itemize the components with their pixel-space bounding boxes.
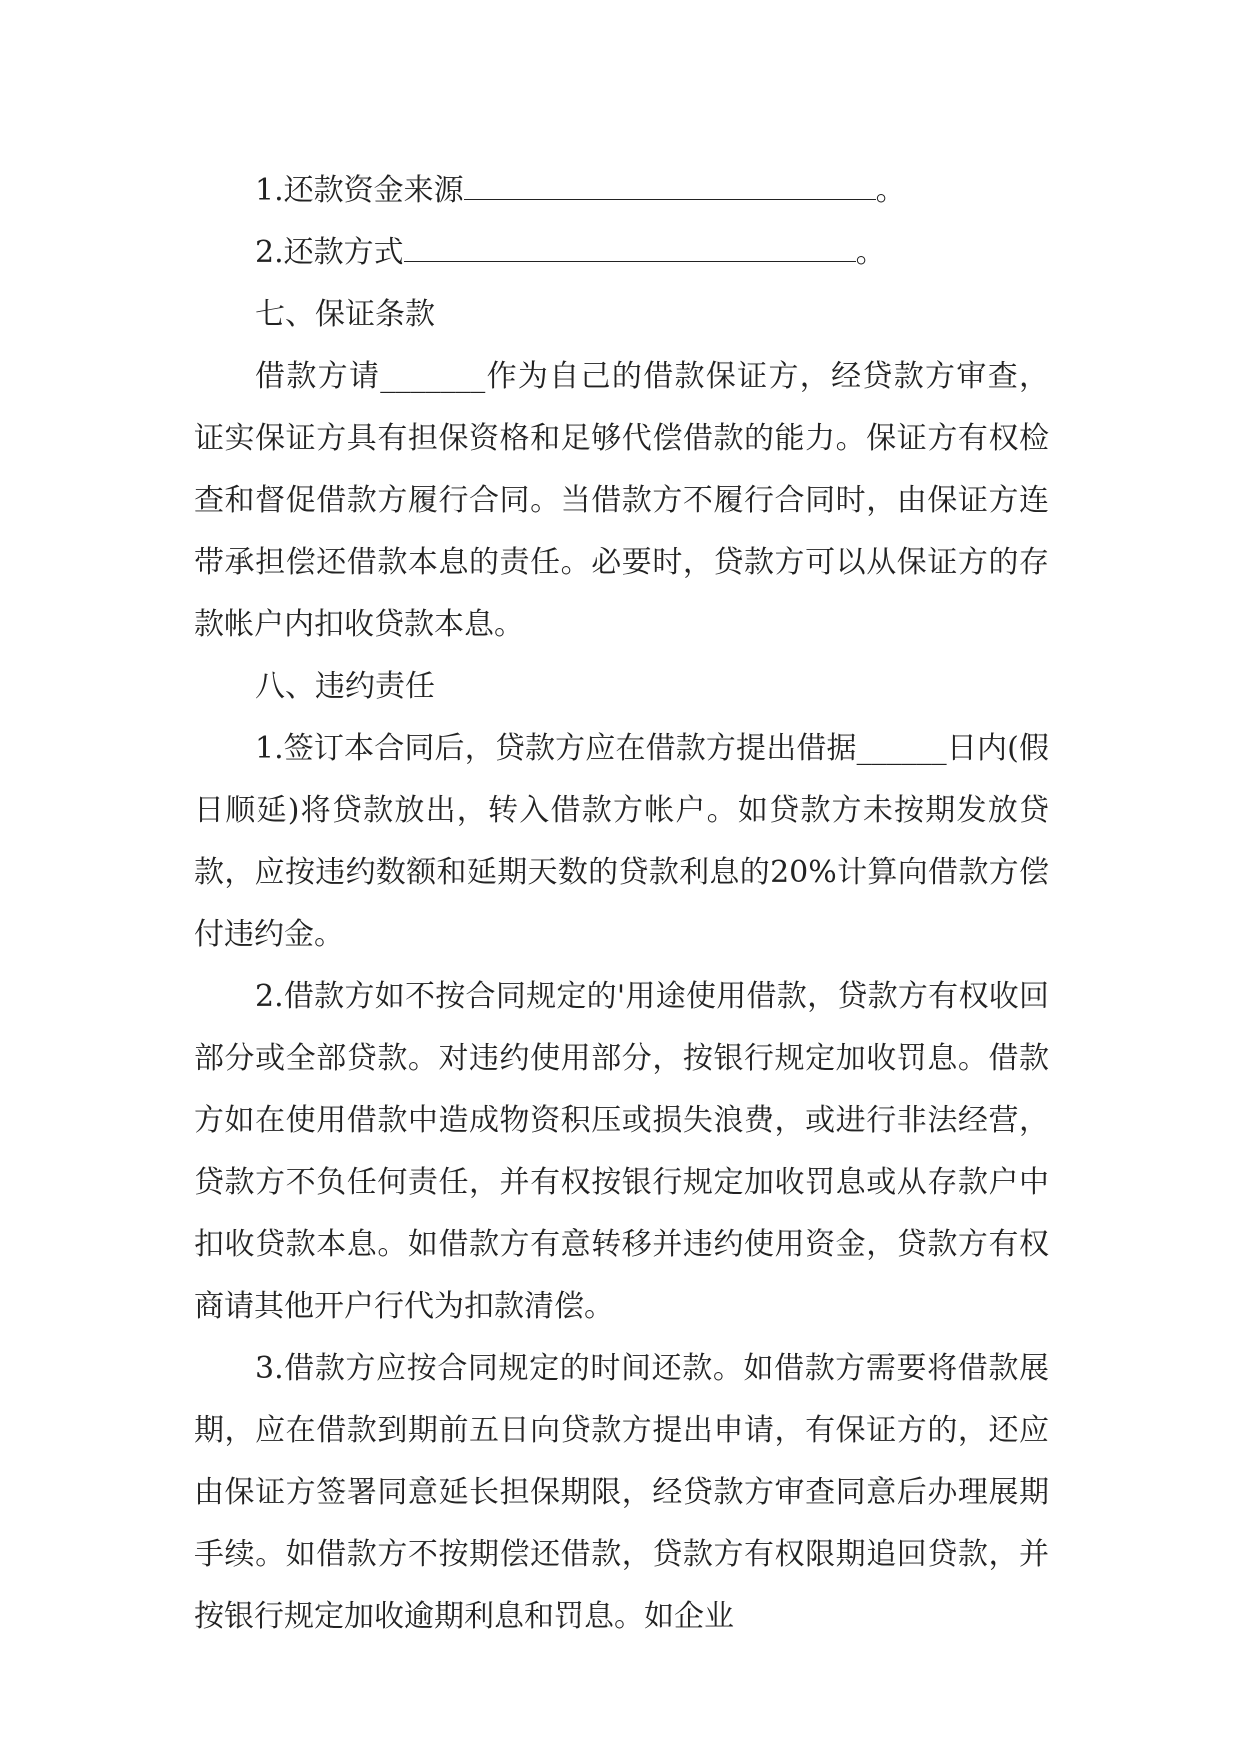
days-blank: ______ — [856, 731, 947, 766]
section-8-heading: 八、违约责任 — [255, 669, 435, 704]
guarantee-clause-post: 作为自己的借款保证方，经贷款方审查，证实保证方具有担保资格和足够代偿借款的能力。保证方有权检查和督促借款方履行合同。当借款方不履行合同时，由保证方连带承担偿还借款本息的责任。必要时，贷款方可以从保证方的存款帐户内扣收贷款本息。 — [194, 359, 1050, 642]
repayment-source-label: 1.还款资金来源 — [255, 173, 464, 208]
repayment-source-blank — [464, 171, 876, 200]
repayment-method-label: 2.还款方式 — [255, 235, 404, 270]
document-body — [194, 160, 1049, 1648]
section-7-heading: 七、保证条款 — [255, 297, 435, 332]
breach-clause-1-pre: 1.签订本合同后，贷款方应在借款方提出借据 — [255, 731, 857, 766]
breach-clause-1 — [194, 718, 1049, 966]
repayment-method-line — [194, 222, 1049, 284]
repayment-source-line — [194, 160, 1049, 222]
breach-clause-2: 2.借款方如不按合同规定的'用途使用借款，贷款方有权收回部分或全部贷款。对违约使用部分，按银行规定加收罚息。借款方如在使用借款中造成物资积压或损失浪费，或进行非法经营，贷款方不负任何责任，并有权按银行规定加收罚息或从存款户中扣收贷款本息。如借款方有意转移并违约使用资金，贷款方有权商请其他开户行代为扣款清偿。 — [194, 979, 1049, 1324]
breach-clause-3: 3.借款方应按合同规定的时间还款。如借款方需要将借款展期，应在借款到期前五日向贷款方提出申请，有保证方的，还应由保证方签署同意延长担保期限，经贷款方审查同意后办理展期手续。如借款方不按期偿还借款，贷款方有权限期追回贷款，并按银行规定加收逾期利息和罚息。如企业 — [194, 1351, 1049, 1634]
guarantee-clause-pre: 借款方请 — [255, 359, 381, 394]
repayment-source-end: 。 — [875, 173, 906, 208]
repayment-method-end: 。 — [855, 235, 886, 270]
guarantor-blank: _______ — [380, 359, 486, 394]
guarantee-clause — [194, 346, 1049, 656]
breach-clause-1-post: 日内(假日顺延)将贷款放出，转入借款方帐户。如贷款方未按期发放贷款，应按违约数额和延期天数的贷款利息的20%计算向借款方偿付违约金。 — [194, 731, 1049, 952]
repayment-method-blank — [404, 233, 856, 262]
